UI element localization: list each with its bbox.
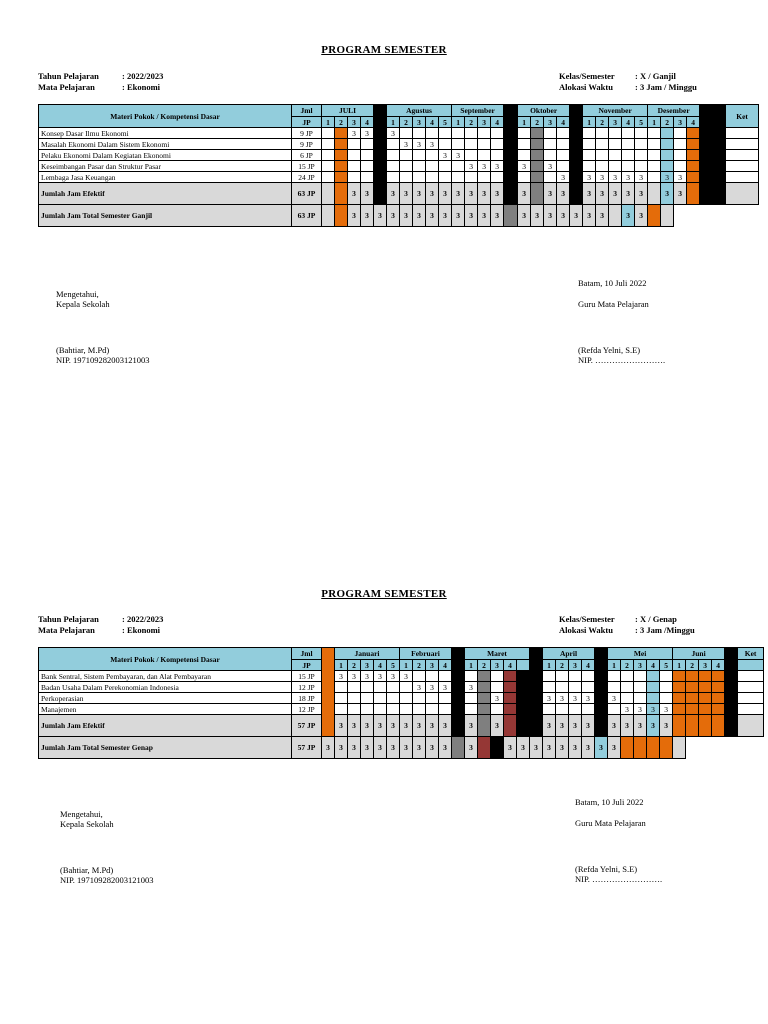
month-header: JULI [322, 105, 374, 117]
header-jml: Jml [292, 648, 322, 660]
week-number: 4 [504, 660, 517, 671]
jml-cell: 15 JP [292, 671, 322, 682]
total-row: Jumlah Jam Efektif 63 JP 3 3 3 3 3 3 3 3 3 3 3 3 3 3 3 3 3 3 3 3 3 [39, 183, 759, 205]
kelas-label: Kelas/Semester [559, 614, 615, 624]
table-row: Konsep Dasar Ilmu Ekonomi 9 JP 3 3 3 [39, 128, 759, 139]
week-number: 1 [387, 117, 400, 128]
header-info-right [559, 614, 695, 636]
week-number: 1 [322, 117, 335, 128]
week-number: 3 [361, 660, 374, 671]
week-number: 1 [518, 117, 531, 128]
week-number: 3 [426, 660, 439, 671]
month-header: Juni [673, 648, 725, 660]
week-number: 2 [335, 117, 348, 128]
jml-cell: 12 JP [292, 682, 322, 693]
week-number: 2 [661, 117, 674, 128]
materi-cell: Pelaku Ekonomi Dalam Kegiatan Ekonomi [39, 150, 292, 161]
table-row: Pelaku Ekonomi Dalam Kegiatan Ekonomi 6 JP 3 3 [39, 150, 759, 161]
kota-tanggal: Batam, 10 Juli 2022 [578, 278, 647, 288]
week-block [700, 105, 726, 205]
week-number: 2 [400, 117, 413, 128]
guru-nama: (Refda Yelni, S.E) [575, 864, 638, 874]
alokasi-label: Alokasi Waktu [559, 82, 613, 92]
kepala-text: Kepala Sekolah [56, 299, 110, 309]
week-block [570, 105, 583, 205]
mapel-label: Mata Pelajaran [38, 82, 95, 92]
guru-nip: NIP. ……………………. [575, 874, 663, 884]
week-number: 1 [335, 660, 348, 671]
week-number: 4 [647, 660, 660, 671]
week-number: 4 [491, 117, 504, 128]
mengetahui-text: Mengetahui, [56, 289, 99, 299]
header-ket: Ket [738, 648, 764, 660]
week-number: 4 [374, 660, 387, 671]
materi-cell: Bank Sentral, Sistem Pembayaran, dan Alat Pembayaran [39, 671, 292, 682]
header-jp: JP [292, 660, 322, 671]
week-number: 4 [622, 117, 635, 128]
week-number: 4 [426, 117, 439, 128]
kepala-nip: NIP. 197109282003121003 [56, 355, 150, 365]
jml-cell: 6 JP [292, 150, 322, 161]
header-jp: JP [292, 117, 322, 128]
guru-nama: (Refda Yelni, S.E) [578, 345, 641, 355]
kelas-value: : X / Ganjil [635, 71, 676, 81]
table-row: Keseimbangan Pasar dan Struktur Pasar 15 JP 3 3 3 3 3 [39, 161, 759, 172]
materi-cell: Lembaga Jasa Keuangan [39, 172, 292, 183]
mapel-label: Mata Pelajaran [38, 625, 95, 635]
week-number: 5 [387, 660, 400, 671]
month-header: Desember [648, 105, 700, 117]
total-row: Jumlah Jam Efektif 57 JP 3 3 3 3 3 3 3 3 3 3 3 3 3 3 3 3 3 3 3 3 [39, 715, 764, 737]
schedule-table [38, 647, 764, 759]
header-info-right [559, 71, 697, 93]
header-materi: Materi Pokok / Kompetensi Dasar [39, 105, 292, 128]
week-number: 1 [452, 117, 465, 128]
header-materi: Materi Pokok / Kompetensi Dasar [39, 648, 292, 671]
mapel-value: : Ekonomi [122, 625, 161, 635]
total-jp: 57 JP [292, 737, 322, 759]
kota-tanggal: Batam, 10 Juli 2022 [575, 797, 644, 807]
month-header: September [452, 105, 504, 117]
header-ket: Ket [726, 105, 759, 128]
week-number: 3 [413, 117, 426, 128]
signature-left [56, 289, 150, 365]
total-jp: 57 JP [292, 715, 322, 737]
jml-cell: 18 JP [292, 693, 322, 704]
materi-cell: Masalah Ekonomi Dalam Sistem Ekonomi [39, 139, 292, 150]
materi-cell: Manajemen [39, 704, 292, 715]
jml-cell: 9 JP [292, 128, 322, 139]
signature-right [578, 278, 665, 365]
total-label: Jumlah Jam Total Semester Ganjil [39, 205, 292, 227]
month-header: April [543, 648, 595, 660]
week-number: 3 [699, 660, 712, 671]
table-row: Lembaga Jasa Keuangan 24 JP 3 3 3 3 3 3 3 3 [39, 172, 759, 183]
month-header: Januari [335, 648, 400, 660]
week-number: 3 [491, 660, 504, 671]
total-jp: 63 JP [292, 183, 322, 205]
week-block [530, 648, 543, 737]
tahun-value: : 2022/2023 [122, 71, 164, 81]
mengetahui-text: Mengetahui, [60, 809, 103, 819]
week-block [452, 648, 465, 737]
month-header: Agustus [387, 105, 452, 117]
tahun-label: Tahun Pelajaran [38, 614, 99, 624]
week-number: 2 [413, 660, 426, 671]
total-row: Jumlah Jam Total Semester Genap 57 JP 3 3 3 3 3 3 3 3 3 3 3 3 3 3 3 3 3 3 3 3 [39, 737, 764, 759]
kepala-nama: (Bahtiar, M.Pd) [60, 865, 114, 875]
month-header: Februari [400, 648, 452, 660]
week-number: 2 [556, 660, 569, 671]
week-number: 3 [674, 117, 687, 128]
month-header: Mei [608, 648, 673, 660]
total-label: Jumlah Jam Efektif [39, 183, 292, 205]
week-number: 5 [439, 117, 452, 128]
week-number: 3 [478, 117, 491, 128]
week-number: 1 [673, 660, 686, 671]
week-number: 5 [660, 660, 673, 671]
week-number: 2 [686, 660, 699, 671]
week-number: 1 [543, 660, 556, 671]
alokasi-label: Alokasi Waktu [559, 625, 613, 635]
week-number: 4 [712, 660, 725, 671]
week-number: 3 [634, 660, 647, 671]
week-number: 1 [400, 660, 413, 671]
alokasi-value: : 3 Jam / Minggu [635, 82, 697, 92]
jml-cell: 9 JP [292, 139, 322, 150]
jml-cell: 15 JP [292, 161, 322, 172]
total-row: Jumlah Jam Total Semester Ganjil 63 JP 3 3 3 3 3 3 3 3 3 3 3 3 3 3 3 3 3 3 3 3 3 [39, 205, 759, 227]
week-number: 2 [465, 117, 478, 128]
week-number: 1 [465, 660, 478, 671]
header-info-left [38, 71, 163, 93]
month-header: Oktober [518, 105, 570, 117]
guru-text: Guru Mata Pelajaran [578, 299, 649, 309]
week-number: 3 [609, 117, 622, 128]
week-block [322, 648, 335, 737]
mapel-value: : Ekonomi [122, 82, 161, 92]
kepala-nip: NIP. 197109282003121003 [60, 875, 154, 885]
total-jp: 63 JP [292, 205, 322, 227]
materi-cell: Perkoperasian [39, 693, 292, 704]
materi-cell: Badan Usaha Dalam Perekonomian Indonesia [39, 682, 292, 693]
header-info-left [38, 614, 163, 636]
week-number: 2 [478, 660, 491, 671]
table-row: Badan Usaha Dalam Perekonomian Indonesia 12 JP 3 3 3 3 [39, 682, 764, 693]
week-number: 3 [544, 117, 557, 128]
table-row: Masalah Ekonomi Dalam Sistem Ekonomi 9 JP 3 3 3 [39, 139, 759, 150]
materi-cell: Keseimbangan Pasar dan Struktur Pasar [39, 161, 292, 172]
table-row: Perkoperasian 18 JP 3 3 3 3 3 3 [39, 693, 764, 704]
tahun-label: Tahun Pelajaran [38, 71, 99, 81]
week-number: 4 [557, 117, 570, 128]
week-number: 1 [648, 117, 661, 128]
table-row: Bank Sentral, Sistem Pembayaran, dan Alat Pembayaran 15 JP 3 3 3 3 3 3 [39, 671, 764, 682]
week-number: 5 [635, 117, 648, 128]
alokasi-value: : 3 Jam /Minggu [635, 625, 695, 635]
week-number [517, 660, 530, 671]
page-title: PROGRAM SEMESTER [321, 588, 447, 600]
materi-cell: Konsep Dasar Ilmu Ekonomi [39, 128, 292, 139]
guru-nip: NIP. ……………………. [578, 355, 666, 365]
kelas-label: Kelas/Semester [559, 71, 615, 81]
week-number: 1 [608, 660, 621, 671]
header-jml: Jml [292, 105, 322, 117]
week-number: 2 [348, 660, 361, 671]
week-number: 3 [348, 117, 361, 128]
week-number: 2 [621, 660, 634, 671]
week-number [738, 660, 764, 671]
week-number: 3 [569, 660, 582, 671]
week-block [504, 105, 518, 205]
kelas-value: : X / Genap [635, 614, 677, 624]
guru-text: Guru Mata Pelajaran [575, 818, 646, 828]
schedule-table [38, 104, 759, 227]
total-label: Jumlah Jam Total Semester Genap [39, 737, 292, 759]
week-block [725, 648, 738, 737]
week-number: 4 [439, 660, 452, 671]
kepala-text: Kepala Sekolah [60, 819, 114, 829]
jml-cell: 12 JP [292, 704, 322, 715]
signature-left [60, 809, 154, 885]
week-block [595, 648, 608, 737]
tahun-value: : 2022/2023 [122, 614, 164, 624]
week-number: 1 [583, 117, 596, 128]
month-header: Maret [465, 648, 530, 660]
kepala-nama: (Bahtiar, M.Pd) [56, 345, 110, 355]
signature-right [575, 797, 662, 884]
page-title: PROGRAM SEMESTER [321, 44, 447, 56]
week-number: 2 [531, 117, 544, 128]
total-label: Jumlah Jam Efektif [39, 715, 292, 737]
month-header: November [583, 105, 648, 117]
week-number: 2 [596, 117, 609, 128]
jml-cell: 24 JP [292, 172, 322, 183]
week-block [374, 105, 387, 205]
week-number: 4 [361, 117, 374, 128]
week-number: 4 [687, 117, 700, 128]
week-number: 4 [582, 660, 595, 671]
table-row: Manajemen 12 JP 3 3 3 3 [39, 704, 764, 715]
